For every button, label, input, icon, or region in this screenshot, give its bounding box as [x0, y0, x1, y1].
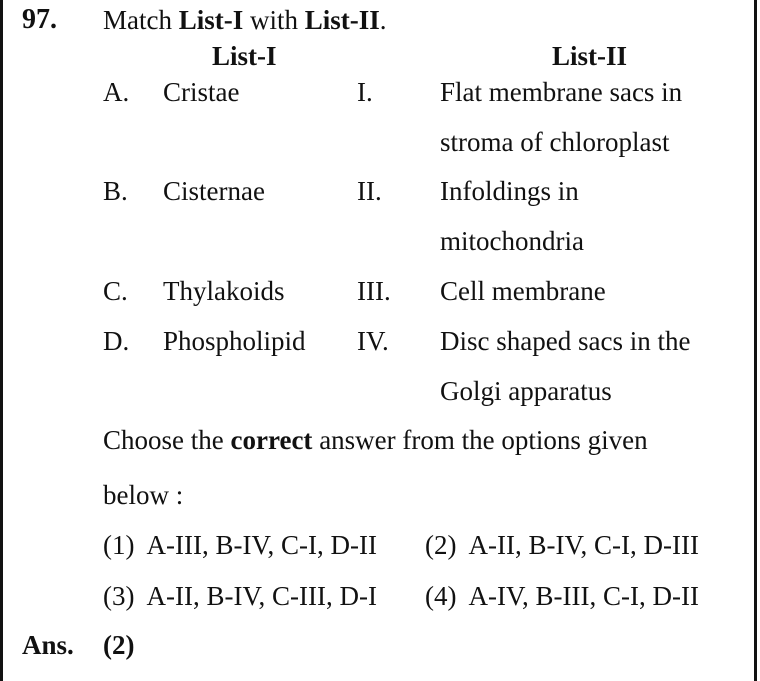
- list2-header: List-II: [552, 41, 628, 71]
- instruction-emphasis: correct: [230, 425, 313, 455]
- option-4[interactable]: [425, 580, 699, 612]
- instruction-pre: Choose the: [103, 425, 231, 455]
- stem-list2: List-II: [304, 5, 380, 35]
- row-b-desc-line2: mitochondria: [440, 226, 584, 256]
- option-3-label: (3): [103, 581, 135, 611]
- row-c-letter: C.: [103, 276, 128, 306]
- option-4-label: (4): [425, 581, 457, 611]
- row-a-desc-line2: stroma of chloroplast: [440, 127, 670, 157]
- option-2-text: A-II, B-IV, C-I, D-III: [468, 530, 699, 560]
- answer-value: (2): [103, 630, 135, 660]
- answer-label: Ans.: [22, 630, 74, 660]
- option-1[interactable]: [103, 529, 377, 561]
- question-number: 97.: [22, 4, 57, 35]
- option-2-label: (2): [425, 530, 457, 560]
- row-b-desc-line1: Infoldings in: [440, 176, 579, 206]
- row-c-roman: III.: [357, 276, 391, 306]
- row-d-desc-line2: Golgi apparatus: [440, 376, 612, 406]
- row-a-desc-line1: Flat membrane sacs in: [440, 77, 683, 107]
- option-3-text: A-II, B-IV, C-III, D-I: [146, 581, 377, 611]
- stem-list1: List-I: [178, 5, 244, 35]
- option-2[interactable]: [425, 529, 699, 561]
- row-b-roman: II.: [357, 176, 382, 206]
- row-b-letter: B.: [103, 176, 128, 206]
- row-b-term: Cisternae: [163, 176, 265, 206]
- row-d-term: Phospholipid: [163, 326, 306, 356]
- option-4-text: A-IV, B-III, C-I, D-II: [468, 581, 699, 611]
- row-c-desc-line1: Cell membrane: [440, 276, 606, 306]
- stem-text-post: .: [379, 5, 387, 35]
- stem-text-pre: Match: [103, 5, 179, 35]
- list1-header: List-I: [212, 41, 277, 71]
- row-d-letter: D.: [103, 326, 130, 356]
- row-a-term: Cristae: [163, 77, 240, 107]
- row-d-roman: IV.: [357, 326, 389, 356]
- stem-text-mid: with: [243, 5, 305, 35]
- row-c-term: Thylakoids: [163, 276, 285, 306]
- question-stem: [103, 4, 387, 36]
- row-a-letter: A.: [103, 77, 130, 107]
- option-3[interactable]: [103, 580, 377, 612]
- instruction-line2: below :: [103, 480, 184, 510]
- row-d-desc-line1: Disc shaped sacs in the: [440, 326, 691, 356]
- option-1-text: A-III, B-IV, C-I, D-II: [146, 530, 377, 560]
- instruction-post: answer from the options given: [312, 425, 648, 455]
- row-a-roman: I.: [357, 77, 373, 107]
- instruction-line1: [103, 424, 648, 456]
- option-1-label: (1): [103, 530, 135, 560]
